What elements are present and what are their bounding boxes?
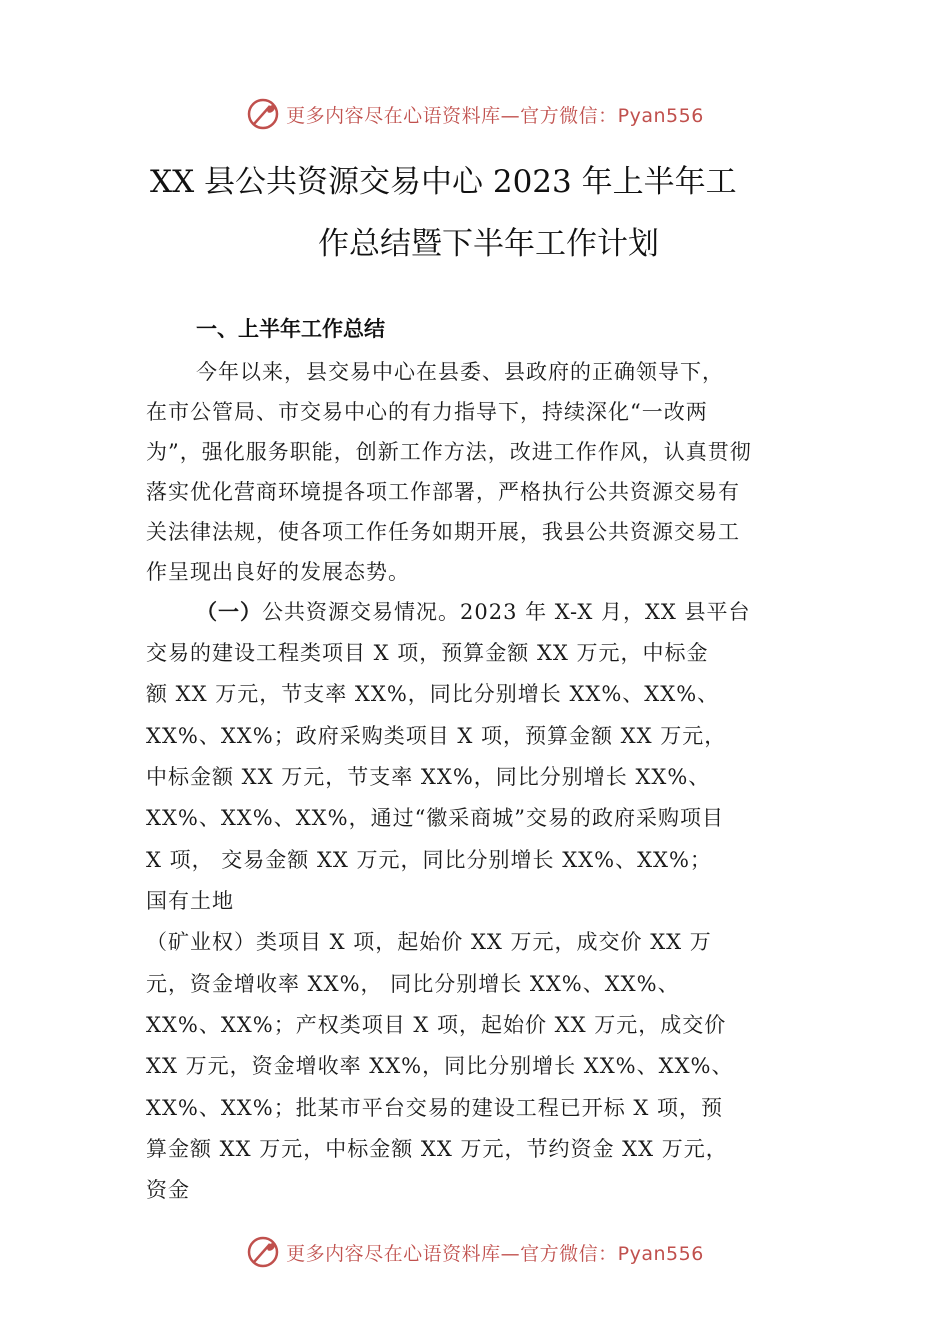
paragraph-line: 算金额 XX 万元，中标金额 XX 万元，节约资金 XX 万元， <box>146 1137 728 1161</box>
paragraph-line: （矿业权）类项目 X 项，起始价 XX 万元，成交价 XX 万 <box>146 930 712 954</box>
watermark-text: 更多内容尽在心语资料库—官方微信：Pyan556 <box>286 1242 704 1265</box>
document-title-line-1: XX 县公共资源交易中心 2023 年上半年工 <box>150 164 737 200</box>
paragraph-line: XX 万元，资金增收率 XX%，同比分别增长 XX%、XX%、 <box>146 1054 734 1078</box>
paragraph-line: 关法律法规，使各项工作任务如期开展，我县公共资源交易工 <box>146 520 740 544</box>
document-title-line-2: 作总结暨下半年工作计划 <box>318 226 659 262</box>
paragraph-line: 交易的建设工程类项目 X 项，预算金额 XX 万元，中标金 <box>146 641 709 665</box>
paragraph-line: 额 XX 万元，节支率 XX%，同比分别增长 XX%、XX%、 <box>146 682 720 706</box>
paragraph-line: XX%、XX%；产权类项目 X 项，起始价 XX 万元，成交价 <box>146 1013 727 1037</box>
section-heading: 一、上半年工作总结 <box>196 317 385 341</box>
paragraph-line: 为”，强化服务职能，创新工作方法，改进工作作风，认真贯彻 <box>146 440 752 464</box>
paragraph-line: 国有土地 <box>146 889 234 913</box>
subsection-number: （一） <box>196 600 262 624</box>
paragraph-line: 元，资金增收率 XX%， 同比分别增长 XX%、XX%、 <box>146 972 680 996</box>
paragraph-line: 中标金额 XX 万元，节支率 XX%，同比分别增长 XX%、 <box>146 765 711 789</box>
paragraph-line: 在市公管局、市交易中心的有力指导下，持续深化“一改两 <box>146 400 708 424</box>
watermark-text: 更多内容尽在心语资料库—官方微信：Pyan556 <box>286 104 704 127</box>
subsection-text: 公共资源交易情况。2023 年 X-X 月，XX 县平台 <box>262 600 751 624</box>
paragraph-line: 落实优化营商环境提各项工作部署，严格执行公共资源交易有 <box>146 480 740 504</box>
quill-circle-icon <box>246 1235 280 1269</box>
subsection-first-line <box>196 596 876 626</box>
watermark-footer <box>0 1232 950 1272</box>
paragraph-line: X 项， 交易金额 XX 万元，同比分别增长 XX%、XX%； <box>146 848 712 872</box>
watermark-header <box>0 94 950 134</box>
quill-circle-icon <box>246 97 280 131</box>
paragraph-line: 资金 <box>146 1178 190 1202</box>
paragraph-line: XX%、XX%；政府采购类项目 X 项，预算金额 XX 万元， <box>146 724 727 748</box>
paragraph-line: 今年以来，县交易中心在县委、县政府的正确领导下， <box>196 360 724 384</box>
paragraph-line: 作呈现出良好的发展态势。 <box>146 560 410 584</box>
paragraph-line: XX%、XX%、XX%，通过“徽采商城”交易的政府采购项目 <box>146 806 725 830</box>
paragraph-line: XX%、XX%；批某市平台交易的建设工程已开标 X 项，预 <box>146 1096 724 1120</box>
